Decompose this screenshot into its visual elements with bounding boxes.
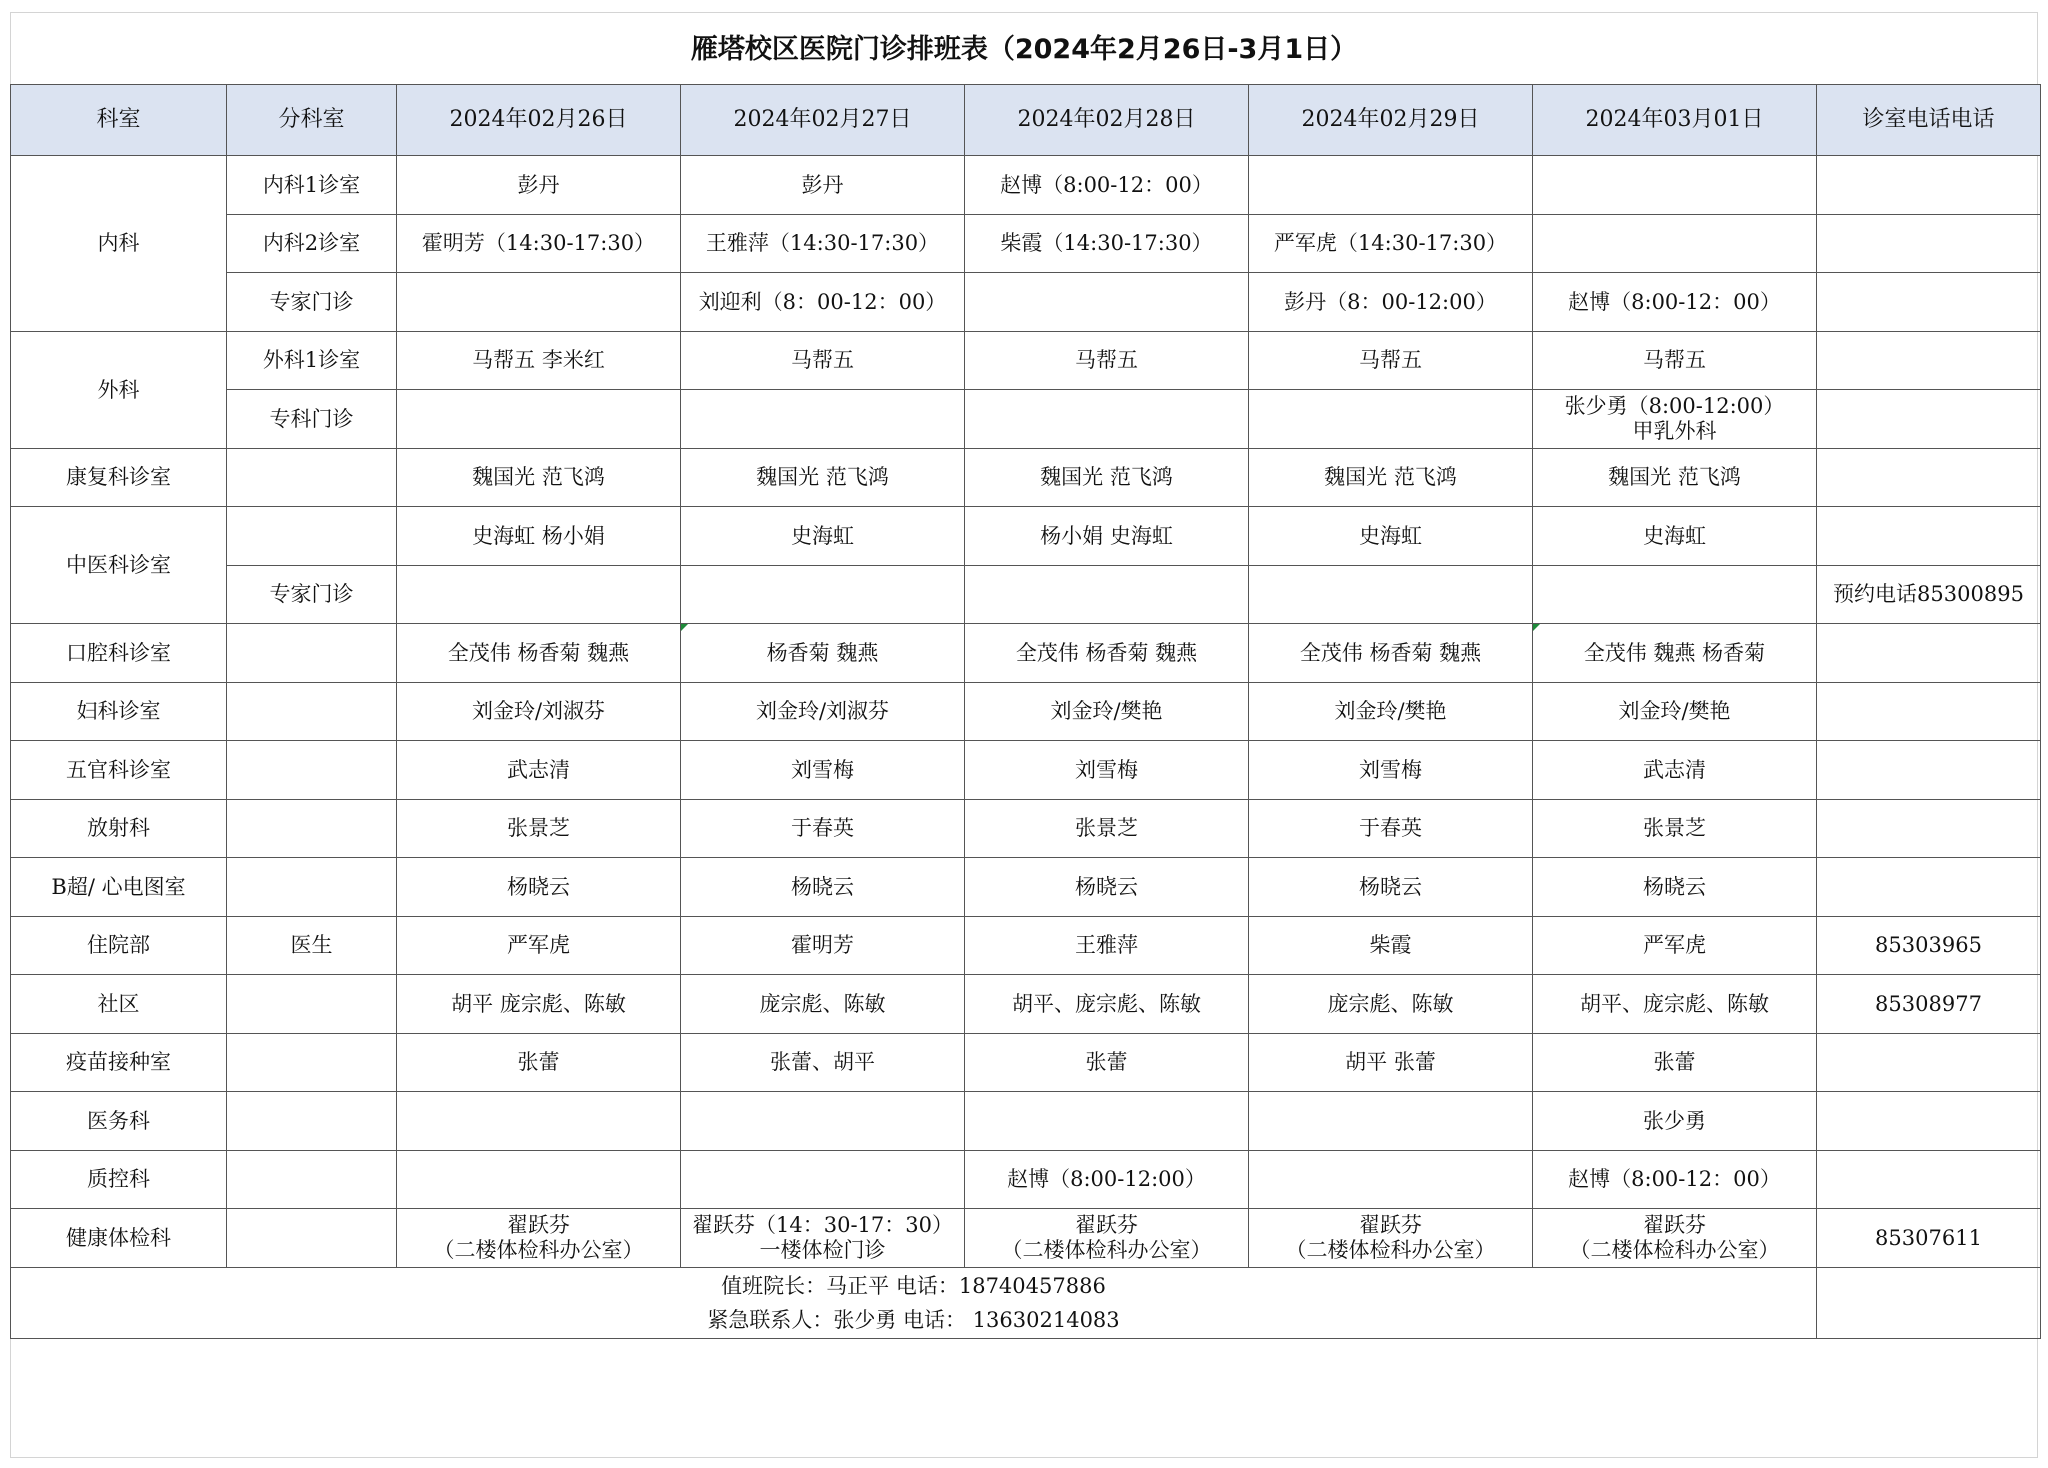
subdept-cell: 外科1诊室 <box>227 331 397 390</box>
table-row <box>11 682 2041 741</box>
schedule-cell: 马帮五 <box>965 331 1249 390</box>
schedule-cell: 马帮五 <box>681 331 965 390</box>
footer-row <box>11 1267 2041 1338</box>
subdept-cell: 内科2诊室 <box>227 214 397 273</box>
schedule-cell: 严军虎（14:30-17:30） <box>1249 214 1533 273</box>
dept-cell: 内科 <box>11 156 227 332</box>
table-row <box>11 214 2041 273</box>
subdept-cell <box>227 624 397 683</box>
schedule-cell <box>397 565 681 624</box>
schedule-cell: 刘金玲/樊艳 <box>1533 682 1817 741</box>
schedule-cell <box>681 1092 965 1151</box>
phone-cell: 85303965 <box>1817 916 2041 975</box>
schedule-cell: 胡平 张蕾 <box>1249 1033 1533 1092</box>
schedule-cell: 杨晓云 <box>1249 858 1533 917</box>
duty-director-line: 值班院长：马正平 电话：18740457886 <box>721 1273 1106 1298</box>
dept-cell: 中医科诊室 <box>11 507 227 624</box>
page-title: 雁塔校区医院门诊排班表（2024年2月26日-3月1日） <box>690 34 1358 65</box>
comment-marker-icon <box>681 624 688 631</box>
schedule-cell <box>965 390 1249 449</box>
schedule-cell: 张蕾 <box>1533 1033 1817 1092</box>
subdept-cell: 专家门诊 <box>227 273 397 332</box>
schedule-cell <box>397 273 681 332</box>
subdept-cell <box>227 1150 397 1209</box>
header-date-1: 2024年02月26日 <box>397 85 681 156</box>
schedule-cell: 霍明芳（14:30-17:30） <box>397 214 681 273</box>
schedule-cell: 刘雪梅 <box>965 741 1249 800</box>
schedule-cell: 王雅萍 <box>965 916 1249 975</box>
table-row <box>11 1209 2041 1268</box>
subdept-cell <box>227 682 397 741</box>
schedule-cell: 刘迎利（8：00-12：00） <box>681 273 965 332</box>
schedule-cell: 杨晓云 <box>1533 858 1817 917</box>
schedule-table <box>10 84 2041 1339</box>
dept-cell: 妇科诊室 <box>11 682 227 741</box>
phone-cell <box>1817 1267 2041 1338</box>
schedule-text: 杨香菊 魏燕 <box>766 640 879 665</box>
schedule-cell: 张蕾 <box>965 1033 1249 1092</box>
schedule-cell: 魏国光 范飞鸿 <box>1249 448 1533 507</box>
duty-contact-cell <box>11 1267 1817 1338</box>
phone-cell <box>1817 799 2041 858</box>
dept-cell: B超/ 心电图室 <box>11 858 227 917</box>
dept-cell: 外科 <box>11 331 227 448</box>
schedule-cell: 史海虹 <box>1533 507 1817 566</box>
schedule-cell <box>1533 624 1817 683</box>
phone-cell <box>1817 741 2041 800</box>
schedule-line: 张少勇（8:00-12:00） <box>1564 393 1785 418</box>
schedule-cell: 张景芝 <box>1533 799 1817 858</box>
schedule-cell <box>965 1209 1249 1268</box>
schedule-cell <box>1249 565 1533 624</box>
subdept-cell: 内科1诊室 <box>227 156 397 215</box>
schedule-cell: 胡平 庞宗彪、陈敏 <box>397 975 681 1034</box>
schedule-cell: 张少勇 <box>1533 1092 1817 1151</box>
schedule-cell: 张景芝 <box>397 799 681 858</box>
schedule-cell: 于春英 <box>681 799 965 858</box>
schedule-cell: 杨晓云 <box>681 858 965 917</box>
phone-cell: 85308977 <box>1817 975 2041 1034</box>
schedule-line: （二楼体检科办公室） <box>1569 1237 1780 1262</box>
schedule-cell: 赵博（8:00-12：00） <box>1533 1150 1817 1209</box>
schedule-cell: 王雅萍（14:30-17:30） <box>681 214 965 273</box>
phone-cell <box>1817 858 2041 917</box>
subdept-cell <box>227 1092 397 1151</box>
schedule-cell: 胡平、庞宗彪、陈敏 <box>1533 975 1817 1034</box>
subdept-cell: 专家门诊 <box>227 565 397 624</box>
header-row <box>11 85 2041 156</box>
phone-cell: 预约电话85300895 <box>1817 565 2041 624</box>
schedule-cell: 全茂伟 杨香菊 魏燕 <box>1249 624 1533 683</box>
phone-cell <box>1817 1150 2041 1209</box>
table-row <box>11 741 2041 800</box>
subdept-cell <box>227 799 397 858</box>
phone-cell: 85307611 <box>1817 1209 2041 1268</box>
phone-cell <box>1817 1092 2041 1151</box>
schedule-cell <box>1533 565 1817 624</box>
subdept-cell <box>227 448 397 507</box>
header-dept: 科室 <box>11 85 227 156</box>
schedule-cell: 马帮五 <box>1249 331 1533 390</box>
schedule-cell: 严军虎 <box>1533 916 1817 975</box>
schedule-cell: 魏国光 范飞鸿 <box>681 448 965 507</box>
header-subdept: 分科室 <box>227 85 397 156</box>
schedule-cell: 胡平、庞宗彪、陈敏 <box>965 975 1249 1034</box>
subdept-cell <box>227 1033 397 1092</box>
schedule-line: （二楼体检科办公室） <box>433 1237 644 1262</box>
schedule-cell: 彭丹（8：00-12:00） <box>1249 273 1533 332</box>
schedule-cell: 庞宗彪、陈敏 <box>681 975 965 1034</box>
schedule-cell: 严军虎 <box>397 916 681 975</box>
phone-cell <box>1817 448 2041 507</box>
schedule-cell: 史海虹 <box>681 507 965 566</box>
schedule-cell: 史海虹 <box>1249 507 1533 566</box>
schedule-cell: 于春英 <box>1249 799 1533 858</box>
schedule-cell: 赵博（8:00-12：00） <box>965 156 1249 215</box>
table-row <box>11 1150 2041 1209</box>
table-row <box>11 156 2041 215</box>
schedule-cell: 全茂伟 杨香菊 魏燕 <box>965 624 1249 683</box>
dept-cell: 住院部 <box>11 916 227 975</box>
phone-cell <box>1817 624 2041 683</box>
schedule-cell: 赵博（8:00-12：00） <box>1533 273 1817 332</box>
schedule-cell <box>1249 390 1533 449</box>
schedule-cell <box>1533 1209 1817 1268</box>
header-date-5: 2024年03月01日 <box>1533 85 1817 156</box>
table-row <box>11 858 2041 917</box>
subdept-cell <box>227 507 397 566</box>
schedule-cell: 彭丹 <box>397 156 681 215</box>
table-row <box>11 507 2041 566</box>
phone-cell <box>1817 156 2041 215</box>
schedule-cell <box>1249 1150 1533 1209</box>
schedule-cell: 马帮五 <box>1533 331 1817 390</box>
table-row <box>11 448 2041 507</box>
table-row <box>11 1033 2041 1092</box>
schedule-cell: 魏国光 范飞鸿 <box>1533 448 1817 507</box>
schedule-cell <box>1533 156 1817 215</box>
schedule-cell <box>965 1092 1249 1151</box>
schedule-line: 翟跃芬 <box>1075 1212 1138 1237</box>
subdept-cell: 专科门诊 <box>227 390 397 449</box>
schedule-line: 翟跃芬 <box>507 1212 570 1237</box>
schedule-cell <box>965 565 1249 624</box>
schedule-cell: 杨晓云 <box>965 858 1249 917</box>
schedule-cell <box>965 273 1249 332</box>
schedule-cell <box>397 390 681 449</box>
schedule-cell: 霍明芳 <box>681 916 965 975</box>
phone-cell <box>1817 331 2041 390</box>
schedule-cell: 马帮五 李米红 <box>397 331 681 390</box>
schedule-line: 一楼体检门诊 <box>759 1237 886 1262</box>
dept-cell: 医务科 <box>11 1092 227 1151</box>
schedule-line: （二楼体检科办公室） <box>1285 1237 1496 1262</box>
subdept-cell <box>227 1209 397 1268</box>
schedule-cell <box>681 624 965 683</box>
schedule-cell: 刘雪梅 <box>681 741 965 800</box>
dept-cell: 放射科 <box>11 799 227 858</box>
schedule-cell: 赵博（8:00-12:00） <box>965 1150 1249 1209</box>
header-phone: 诊室电话电话 <box>1817 85 2041 156</box>
table-row <box>11 1092 2041 1151</box>
dept-cell: 康复科诊室 <box>11 448 227 507</box>
schedule-cell: 庞宗彪、陈敏 <box>1249 975 1533 1034</box>
table-row <box>11 390 2041 449</box>
table-row <box>11 624 2041 683</box>
schedule-cell <box>681 565 965 624</box>
subdept-cell: 医生 <box>227 916 397 975</box>
schedule-cell <box>681 390 965 449</box>
schedule-cell: 刘金玲/樊艳 <box>965 682 1249 741</box>
table-row <box>11 916 2041 975</box>
schedule-cell: 柴霞（14:30-17:30） <box>965 214 1249 273</box>
schedule-cell: 刘金玲/刘淑芬 <box>681 682 965 741</box>
schedule-line: 翟跃芬 <box>1359 1212 1422 1237</box>
schedule-cell: 杨晓云 <box>397 858 681 917</box>
schedule-cell <box>397 1150 681 1209</box>
dept-cell: 口腔科诊室 <box>11 624 227 683</box>
phone-cell <box>1817 1033 2041 1092</box>
dept-cell: 疫苗接种室 <box>11 1033 227 1092</box>
table-row <box>11 565 2041 624</box>
header-date-3: 2024年02月28日 <box>965 85 1249 156</box>
schedule-cell <box>1249 1092 1533 1151</box>
phone-cell <box>1817 682 2041 741</box>
schedule-cell: 刘金玲/刘淑芬 <box>397 682 681 741</box>
table-row <box>11 273 2041 332</box>
table-row <box>11 975 2041 1034</box>
schedule-cell <box>397 1092 681 1151</box>
phone-cell <box>1817 273 2041 332</box>
schedule-cell <box>1249 156 1533 215</box>
schedule-cell: 杨小娟 史海虹 <box>965 507 1249 566</box>
schedule-cell: 张蕾 <box>397 1033 681 1092</box>
schedule-cell: 全茂伟 杨香菊 魏燕 <box>397 624 681 683</box>
emergency-contact-line: 紧急联系人：张少勇 电话： 13630214083 <box>707 1307 1120 1332</box>
schedule-cell <box>1533 390 1817 449</box>
subdept-cell <box>227 975 397 1034</box>
schedule-cell <box>397 1209 681 1268</box>
dept-cell: 社区 <box>11 975 227 1034</box>
schedule-cell: 史海虹 杨小娟 <box>397 507 681 566</box>
table-row <box>11 331 2041 390</box>
schedule-cell: 张蕾、胡平 <box>681 1033 965 1092</box>
schedule-cell: 刘雪梅 <box>1249 741 1533 800</box>
schedule-cell <box>1533 214 1817 273</box>
schedule-line: （二楼体检科办公室） <box>1001 1237 1212 1262</box>
phone-cell <box>1817 214 2041 273</box>
schedule-cell: 刘金玲/樊艳 <box>1249 682 1533 741</box>
schedule-cell: 魏国光 范飞鸿 <box>397 448 681 507</box>
schedule-line: 翟跃芬（14：30-17：30） <box>692 1212 953 1237</box>
schedule-cell: 张景芝 <box>965 799 1249 858</box>
header-date-4: 2024年02月29日 <box>1249 85 1533 156</box>
schedule-cell <box>681 1150 965 1209</box>
dept-cell: 质控科 <box>11 1150 227 1209</box>
subdept-cell <box>227 741 397 800</box>
schedule-line: 翟跃芬 <box>1643 1212 1706 1237</box>
schedule-line: 甲乳外科 <box>1632 418 1717 443</box>
subdept-cell <box>227 858 397 917</box>
comment-marker-icon <box>1533 624 1540 631</box>
phone-cell <box>1817 507 2041 566</box>
schedule-cell: 彭丹 <box>681 156 965 215</box>
header-date-2: 2024年02月27日 <box>681 85 965 156</box>
schedule-cell: 武志清 <box>1533 741 1817 800</box>
schedule-cell <box>1249 1209 1533 1268</box>
schedule-cell: 魏国光 范飞鸿 <box>965 448 1249 507</box>
table-row <box>11 799 2041 858</box>
schedule-cell: 柴霞 <box>1249 916 1533 975</box>
phone-cell <box>1817 390 2041 449</box>
schedule-cell <box>681 1209 965 1268</box>
dept-cell: 五官科诊室 <box>11 741 227 800</box>
dept-cell: 健康体检科 <box>11 1209 227 1268</box>
schedule-text: 全茂伟 魏燕 杨香菊 <box>1583 640 1766 665</box>
schedule-cell: 武志清 <box>397 741 681 800</box>
